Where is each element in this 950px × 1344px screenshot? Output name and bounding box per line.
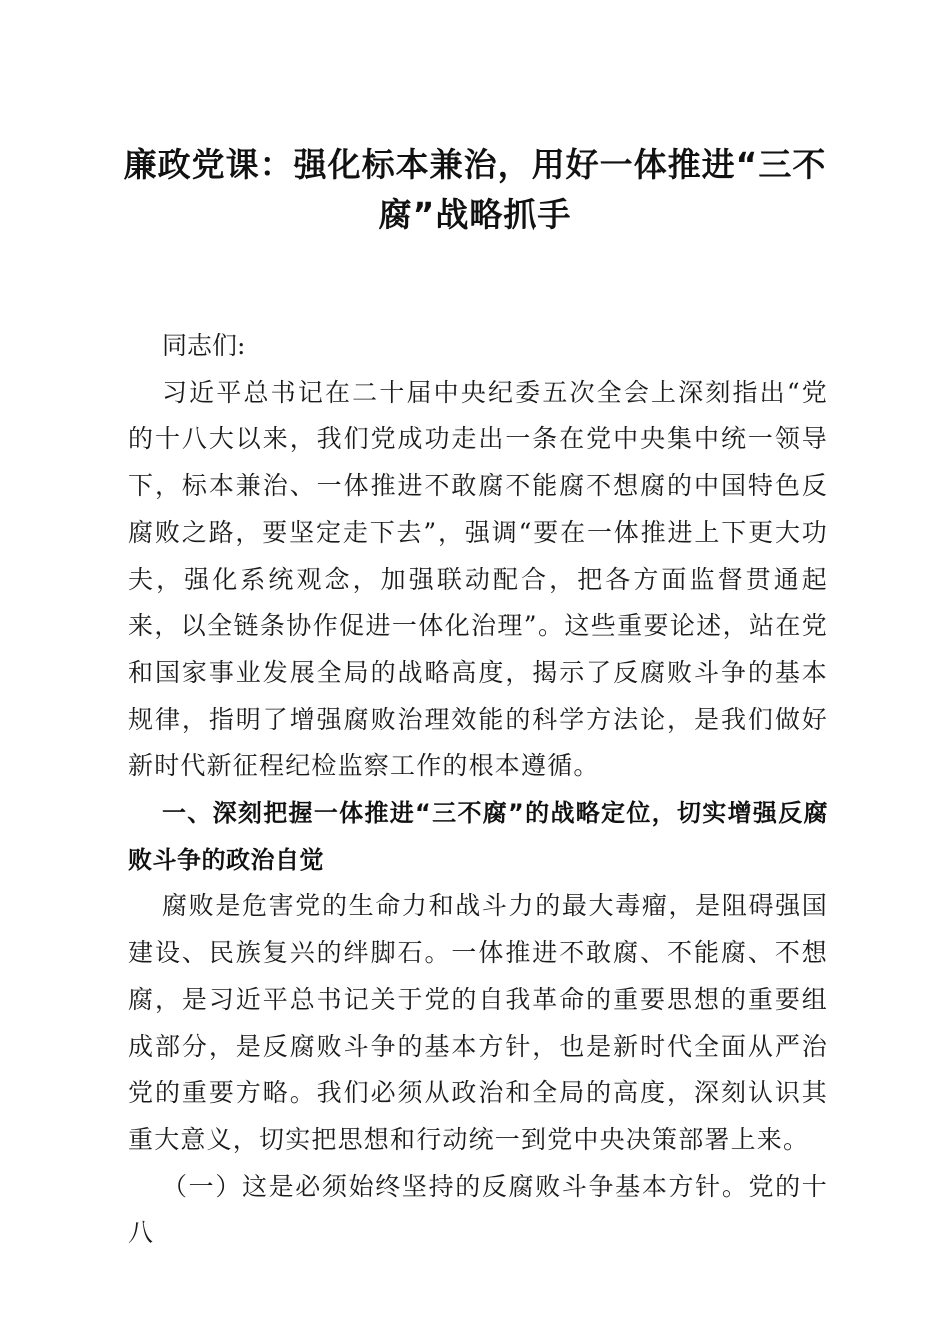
salutation: 同志们: <box>162 331 246 360</box>
subsection-1-paragraph: （一）这是必须始终坚持的反腐败斗争基本方针。党的十八 <box>128 1171 828 1248</box>
intro-paragraph: 习近平总书记在二十届中央纪委五次全会上深刻指出“党的十八大以来，我们党成功走出一条在党中央集中统一领导下，标本兼治、一体推进不敢腐不能腐不想腐的中国特色反腐败之路，要坚定走下去”，强调“要在一体推进上下更大功夫，强化系统观念，加强联动配合，把各方面监督贯通起来，以全链条协作促进一体化治理”。这些重要论述，站在党和国家事业发展全局的战略高度，揭示了反腐败斗争的基本规律，指明了增强腐败治理效能的科学方法论，是我们做好新时代新征程纪检监察工作的根本遵循。 <box>128 377 828 781</box>
document-body <box>128 323 828 1257</box>
section-1-paragraph: 腐败是危害党的生命力和战斗力的最大毒瘤，是阻碍强国建设、民族复兴的绊脚石。一体推进不敢腐、不能腐、不想腐，是习近平总书记关于党的自我革命的重要思想的重要组成部分，是反腐败斗争的基本方针，也是新时代全面从严治党的重要方略。我们必须从政治和全局的高度，深刻认识其重大意义，切实把思想和行动统一到党中央决策部署上来。 <box>128 891 828 1154</box>
document-title: 廉政党课：强化标本兼治，用好一体推进“三不腐”战略抓手 <box>123 145 827 234</box>
section-heading-1: 一、深刻把握一体推进“三不腐”的战略定位，切实增强反腐败斗争的政治自觉 <box>128 799 828 874</box>
